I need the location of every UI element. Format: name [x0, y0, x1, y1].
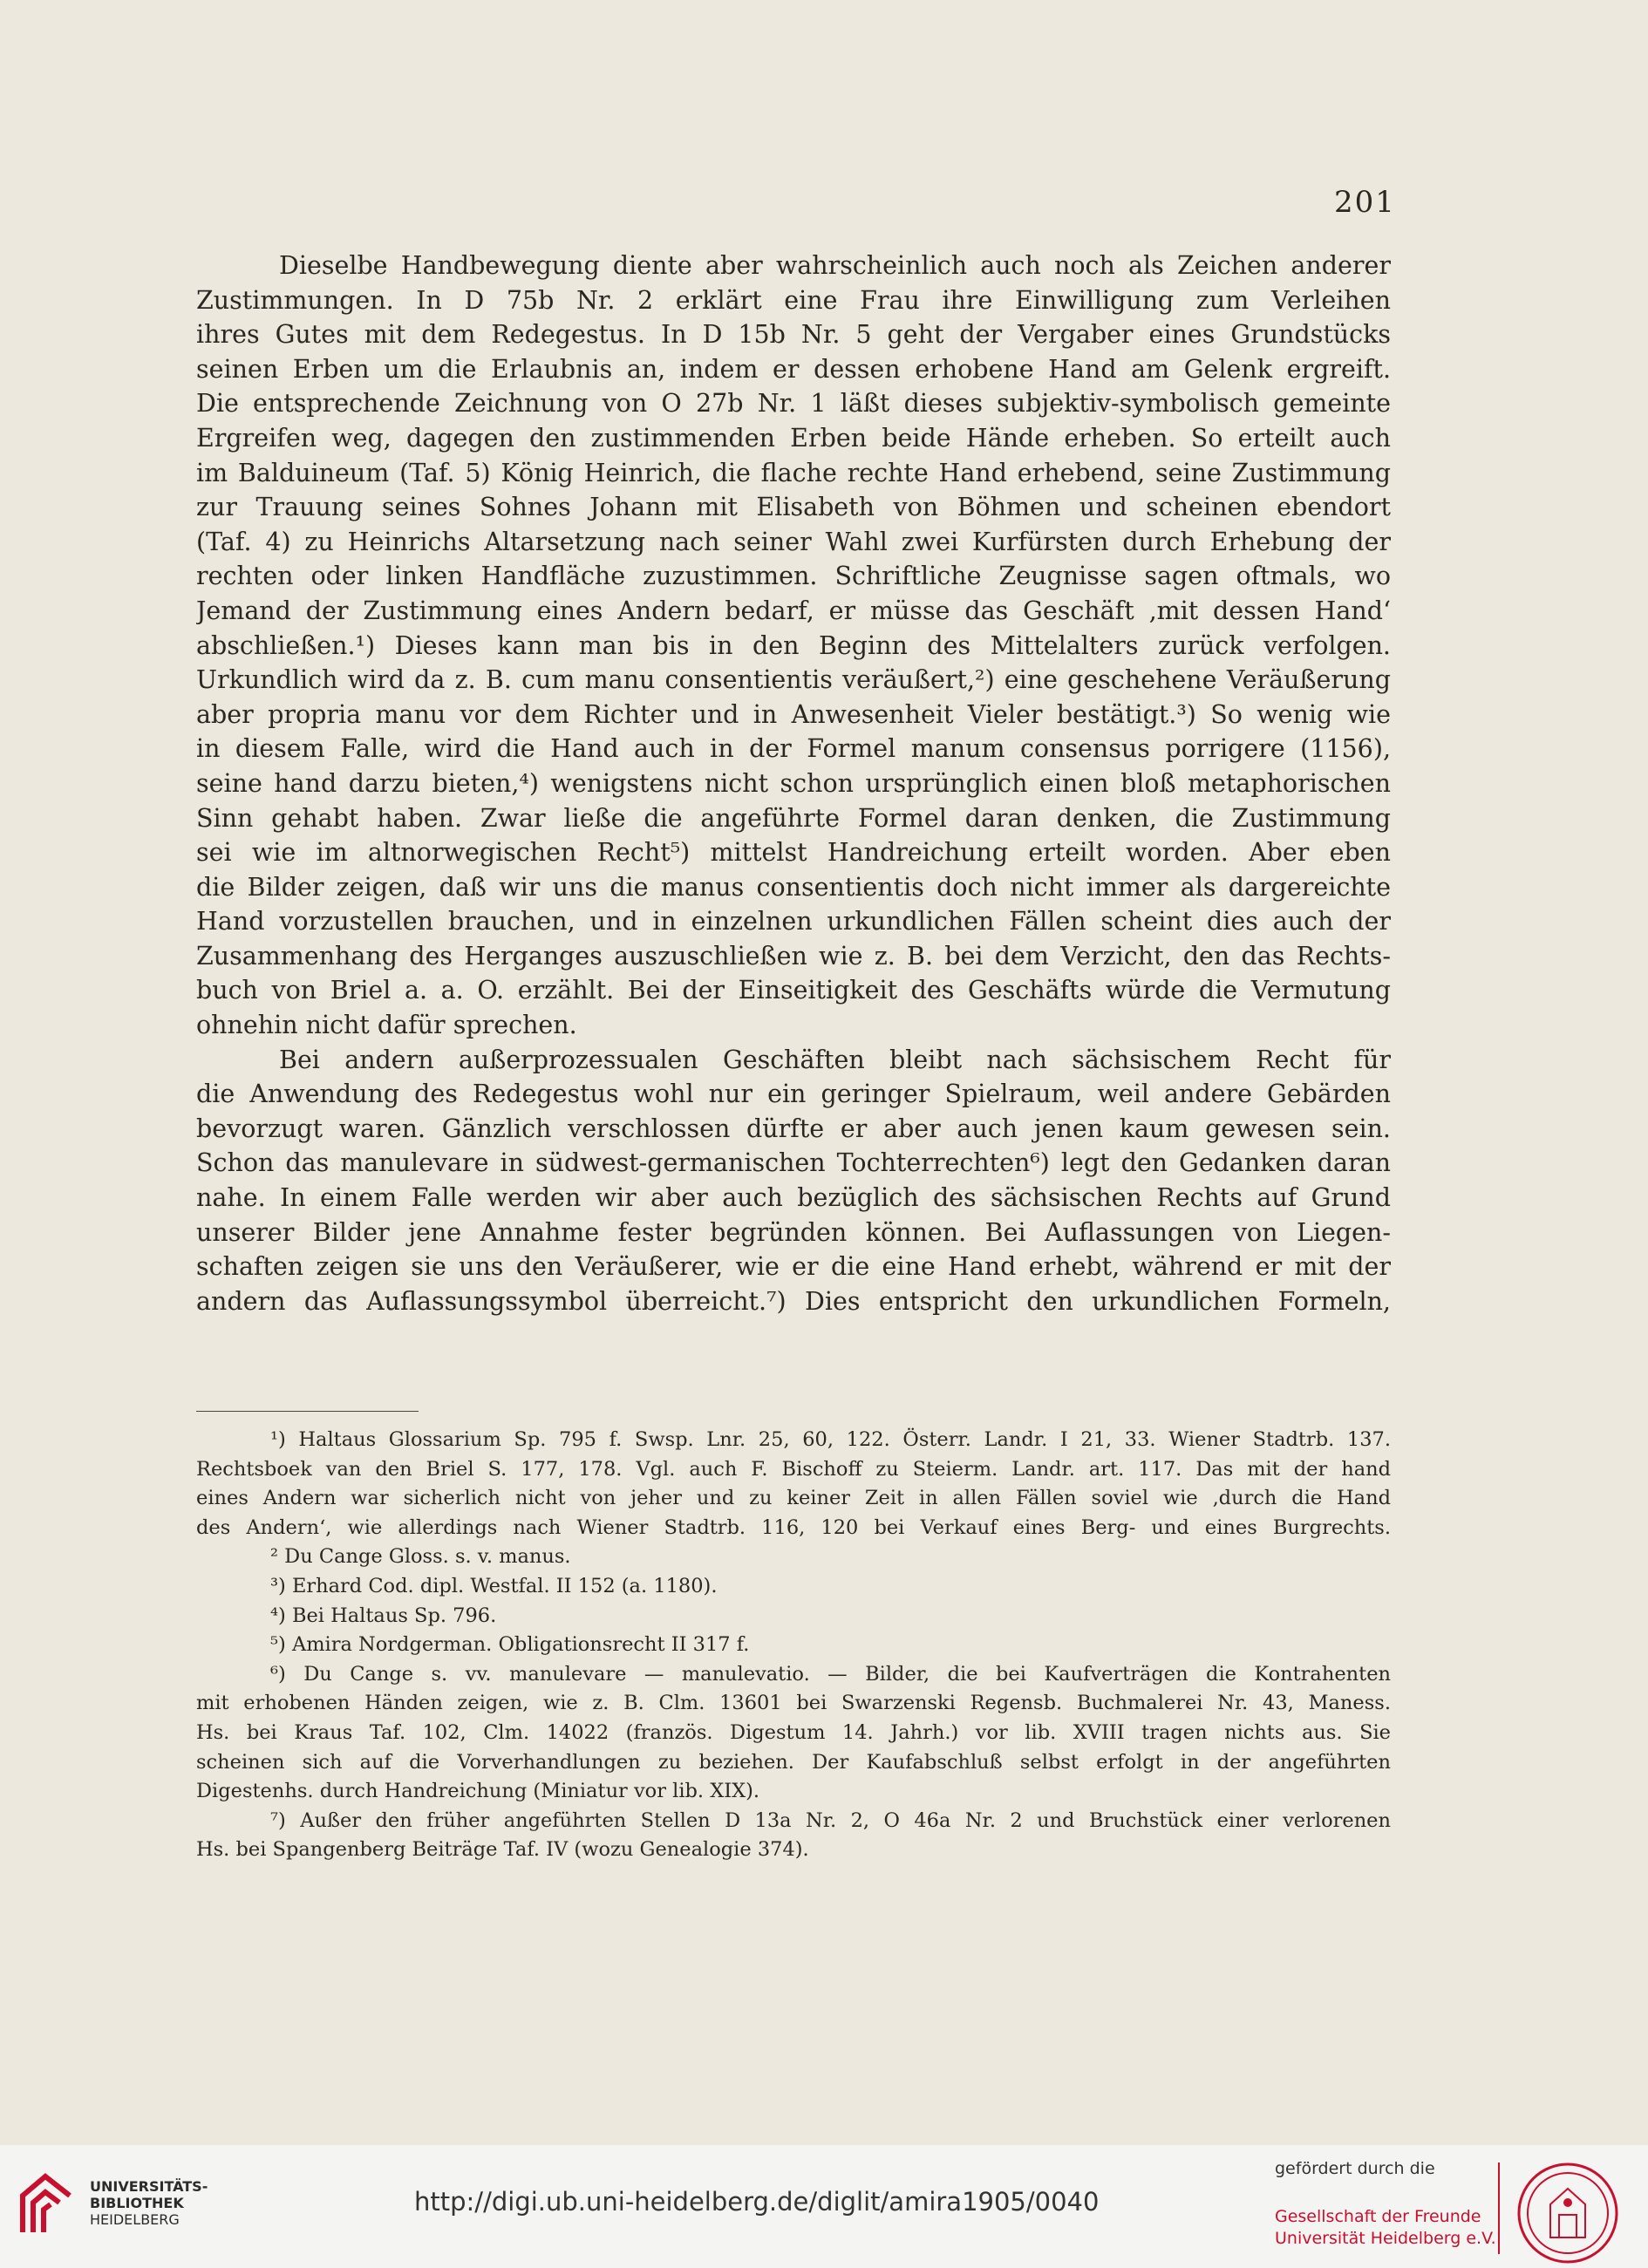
body-line: nahe. In einem Falle werden wir aber auch bezüglich des sächsischen Rechts auf Grund	[196, 1183, 1391, 1213]
body-line: Urkundlich wird da z. B. cum manu consentientis veräußert,²) eine geschehene Veräußerung	[196, 665, 1391, 695]
footnote-line: ⁷) Außer den früher angeführten Stellen D 13a Nr. 2, O 46a Nr. 2 und Bruchstück einer verlorenen	[270, 1808, 1391, 1832]
library-name-line: BIBLIOTHEK	[90, 2195, 184, 2211]
footnote-line: ¹) Haltaus Glossarium Sp. 795 f. Swsp. Lnr. 25, 60, 122. Österr. Landr. I 21, 33. Wiener Stadtrb. 137.	[270, 1428, 1391, 1451]
body-line: aber propria manu vor dem Richter und in Anwesenheit Vieler bestätigt.³) So wenig wie	[196, 699, 1391, 729]
body-line: Dieselbe Handbewegung diente aber wahrscheinlich auch noch als Zeichen anderer	[279, 251, 1391, 280]
footnote-divider	[196, 1411, 419, 1412]
body-line: Schon das manulevare in südwest-germanischen Tochterrechten⁶) legt den Gedanken daran	[196, 1148, 1391, 1178]
footnote-line: des Andern‘, wie allerdings nach Wiener Stadtrb. 116, 120 bei Verkauf eines Berg- und eines Burgrechts.	[196, 1515, 1391, 1539]
body-line: die Anwendung des Redegestus wohl nur ein geringer Spielraum, weil andere Gebärden	[196, 1080, 1391, 1109]
body-line: seinen Erben um die Erlaubnis an, indem er dessen erhobene Hand am Gelenk ergreift.	[196, 354, 1391, 384]
body-line: Zusammenhang des Herganges auszuschließen wie z. B. bei dem Verzicht, den das Rechts-	[196, 941, 1391, 971]
footnote-line: Digestenhs. durch Handreichung (Miniatur vor lib. XIX).	[196, 1780, 760, 1803]
footnote-line: ³) Erhard Cod. dipl. Westfal. II 152 (a. 1180).	[270, 1574, 718, 1597]
body-line: bevorzugt waren. Gänzlich verschlossen dürfte er aber auch jenen kaum gewesen sein.	[196, 1114, 1391, 1143]
university-library-name	[90, 2178, 208, 2228]
footnote-line: ⁴) Bei Haltaus Sp. 796.	[270, 1604, 497, 1627]
footnote-line: eines Andern war sicherlich nicht von jeher und zu keiner Zeit in allen Fällen soviel wie ‚durch die Hand	[196, 1487, 1391, 1510]
sponsor-name	[1275, 2206, 1496, 2250]
body-line: schaften zeigen sie uns den Veräußerer, wie er die eine Hand erhebt, während er mit der	[196, 1252, 1391, 1282]
library-name-line: UNIVERSITÄTS-	[90, 2178, 208, 2195]
footnote-line: scheinen sich auf die Vorverhandlungen zu beziehen. Der Kaufabschluß selbst erfolgt in der angeführten	[196, 1750, 1391, 1774]
body-line: Sinn gehabt haben. Zwar ließe die angeführte Formel daran denken, die Zustimmung	[196, 803, 1391, 833]
body-line: Die entsprechende Zeichnung von O 27b Nr. 1 läßt dieses subjektiv-symbolisch gemeinte	[196, 389, 1391, 419]
footnote-line: ² Du Cange Gloss. s. v. manus.	[270, 1545, 571, 1569]
sponsor-heading: gefördert durch die	[1275, 2159, 1435, 2178]
footnote-line: Hs. bei Kraus Taf. 102, Clm. 14022 (französ. Digestum 14. Jahrh.) vor lib. XVIII tragen nichts aus. Sie	[196, 1720, 1391, 1744]
body-line: Hand vorzustellen brauchen, und in einzelnen urkundlichen Fällen scheint dies auch der	[196, 907, 1391, 936]
body-text	[196, 249, 1391, 1318]
body-line: seine hand darzu bieten,⁴) wenigstens nicht schon ursprünglich einen bloß metaphorischen	[196, 768, 1391, 798]
digitization-footer	[0, 2145, 1648, 2268]
body-line: buch von Briel a. a. O. erzählt. Bei der Einseitigkeit des Geschäfts würde die Vermutung	[196, 976, 1391, 1005]
body-line: im Balduineum (Taf. 5) König Heinrich, die flache rechte Hand erhebend, seine Zustimmung	[196, 458, 1391, 487]
footnote-line: ⁶) Du Cange s. vv. manulevare — manulevatio. — Bilder, die bei Kaufverträgen die Kontrahenten	[270, 1662, 1391, 1686]
footnotes	[196, 1426, 1391, 1865]
page-number: 201	[1334, 185, 1396, 220]
body-line: ohnehin nicht dafür sprechen.	[196, 1011, 577, 1040]
permalink-url[interactable]: http://digi.ub.uni-heidelberg.de/diglit/amira1905/0040	[414, 2187, 1100, 2217]
body-line: andern das Auflassungssymbol überreicht.⁷) Dies entspricht den urkundlichen Formeln,	[196, 1286, 1391, 1316]
sponsor-line: Universität Heidelberg e.V.	[1275, 2229, 1496, 2248]
body-line: Bei andern außerprozessualen Geschäften bleibt nach sächsischem Recht für	[279, 1045, 1391, 1074]
body-line: abschließen.¹) Dieses kann man bis in den Beginn des Mittelalters zurück verfolgen.	[196, 630, 1391, 660]
sponsor-line: Gesellschaft der Freunde	[1275, 2207, 1481, 2226]
library-name-line: HEIDELBERG	[90, 2211, 180, 2228]
footnote-line: ⁵) Amira Nordgerman. Obligationsrecht II 317 f.	[270, 1633, 750, 1657]
footnote-line: Hs. bei Spangenberg Beiträge Taf. IV (wozu Genealogie 374).	[196, 1838, 809, 1862]
body-line: Ergreifen weg, dagegen den zustimmenden Erben beide Hände erheben. So erteilt auch	[196, 423, 1391, 453]
sponsor-divider	[1498, 2162, 1500, 2254]
body-line: Jemand der Zustimmung eines Andern bedarf, er müsse das Geschäft ‚mit dessen Hand‘	[196, 596, 1391, 625]
body-line: Zustimmungen. In D 75b Nr. 2 erklärt eine Frau ihre Einwilligung zum Verleihen	[196, 285, 1391, 315]
footnote-line: mit erhobenen Händen zeigen, wie z. B. Clm. 13601 bei Swarzenski Regensb. Buchmalerei Nr. 43, Maness.	[196, 1692, 1391, 1715]
body-line: sei wie im altnorwegischen Recht⁵) mittelst Handreichung erteilt worden. Aber eben	[196, 838, 1391, 868]
body-line: (Taf. 4) zu Heinrichs Altarsetzung nach seiner Wahl zwei Kurfürsten durch Erhebung der	[196, 527, 1391, 556]
body-line: ihres Gutes mit dem Redegestus. In D 15b Nr. 5 geht der Vergaber eines Grundstücks	[196, 320, 1391, 350]
university-library-logo-icon	[16, 2169, 77, 2241]
body-line: zur Trauung seines Sohnes Johann mit Elisabeth von Böhmen und scheinen ebendort	[196, 493, 1391, 522]
body-line: rechten oder linken Handfläche zuzustimmen. Schriftliche Zeugnisse sagen oftmals, wo	[196, 562, 1391, 591]
footnote-line: Rechtsboek van den Briel S. 177, 178. Vgl. auch F. Bischoff zu Steierm. Landr. art. 117. Das mit der hand	[196, 1457, 1391, 1481]
body-line: die Bilder zeigen, daß wir uns die manus consentientis doch nicht immer als dargereichte	[196, 872, 1391, 902]
body-line: unserer Bilder jene Annahme fester begründen können. Bei Auflassungen von Liegen-	[196, 1217, 1391, 1247]
university-seal-icon	[1515, 2161, 1620, 2265]
body-line: in diesem Falle, wird die Hand auch in der Formel manum consensus porrigere (1156),	[196, 734, 1391, 764]
